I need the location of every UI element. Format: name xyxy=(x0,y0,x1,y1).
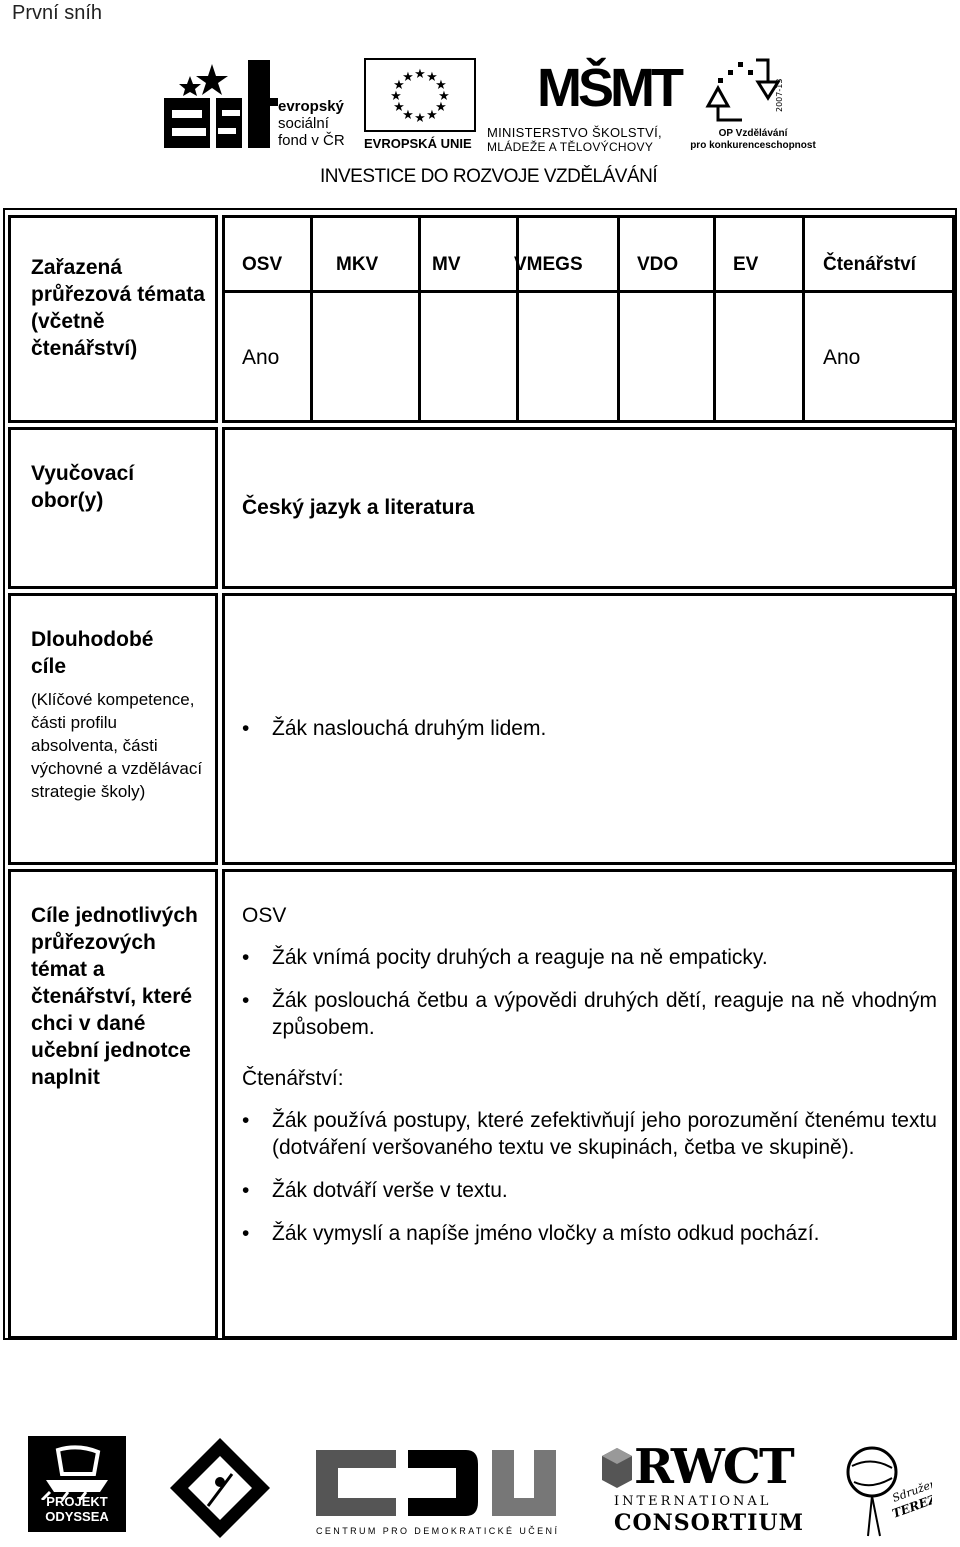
ctenarstvi-value: Ano xyxy=(823,346,861,369)
ctenarstvi-goal-item: • Žák vymyslí a napíše jméno vločky a místo odkud pochází. xyxy=(242,1220,937,1247)
theme-goals-cell xyxy=(222,869,955,1339)
svg-text:★: ★ xyxy=(438,89,450,104)
svg-text:★: ★ xyxy=(426,108,438,123)
op-line: OP Vzdělávání xyxy=(718,128,788,139)
msmt-line: MLÁDEŽE A TĚLOVÝCHOVY xyxy=(487,140,654,154)
long-term-goals-cell xyxy=(222,593,955,865)
svg-text:★: ★ xyxy=(414,111,426,126)
ctenarstvi-heading: Čtenářství: xyxy=(242,1067,344,1090)
esf-line: evropský xyxy=(278,98,344,115)
theme-mv: MV xyxy=(432,254,461,275)
tereza-figure-icon xyxy=(842,1432,932,1542)
msmt-line: MINISTERSTVO ŠKOLSTVÍ, xyxy=(487,125,662,140)
osv-goal-item: • Žák vnímá pocity druhých a reaguje na ně empaticky. xyxy=(242,944,937,971)
theme-vmegs: VMEGS xyxy=(514,254,583,275)
clovek-v-tisni-icon xyxy=(168,1436,272,1540)
esf-logo xyxy=(160,58,350,153)
osv-heading: OSV xyxy=(242,904,287,927)
projekt-odyssea-logo xyxy=(28,1436,126,1532)
subject-value: Český jazyk a literatura xyxy=(242,496,475,519)
op-line: pro konkurenceschopnost xyxy=(690,140,816,151)
investice-slogan: INVESTICE DO ROZVOJE VZDĚLÁVÁNÍ xyxy=(320,166,658,187)
ship-icon xyxy=(28,1440,126,1500)
partner-logos-header xyxy=(160,58,820,158)
lesson-table xyxy=(3,208,957,1340)
document-title: První sníh xyxy=(12,2,103,24)
op-vzdelavani-logo xyxy=(686,58,822,154)
msmt-mark: MŠMT xyxy=(537,58,680,118)
osv-value: Ano xyxy=(242,346,280,369)
svg-text:★: ★ xyxy=(426,70,438,85)
tereza-line: TEREZA xyxy=(890,1488,932,1521)
rwct-mark: RWCT xyxy=(634,1439,793,1495)
goal-item: • Žák naslouchá druhým lidem. xyxy=(242,715,932,742)
long-term-goals-label: Dlouhodobé cíle xyxy=(31,628,154,678)
rwct-logo xyxy=(600,1439,804,1538)
svg-text:2007-13: 2007-13 xyxy=(775,78,784,112)
osv-goal-item: • Žák poslouchá četbu a výpovědi druhých dětí, reaguje na ně vhodným způsobem. xyxy=(242,987,937,1041)
ctenarstvi-goal-item: • Žák používá postupy, které zefektivňují jeho porozumění čtenému textu (dotváření veršovaného textu ve skupinách, četba ve skupině). xyxy=(242,1107,937,1161)
odyssea-line: ODYSSEA xyxy=(45,1509,109,1524)
cross-themes-label: Zařazená průřezová témata (včetně čtenářství) xyxy=(31,256,205,360)
cube-icon xyxy=(600,1446,634,1492)
svg-text:★: ★ xyxy=(393,78,405,93)
esf-line: fond v ČR xyxy=(278,132,345,149)
cdu-caption: CENTRUM PRO DEMOKRATICKÉ UČENÍ xyxy=(316,1526,560,1536)
tereza-line: Sdružení xyxy=(890,1475,932,1505)
svg-text:★: ★ xyxy=(435,78,447,93)
cdu-logo xyxy=(316,1442,560,1542)
theme-goals-label: Cíle jednotlivých průřezových témat a čtenářství, které chci v dané učební jednotce naplnit xyxy=(31,904,198,1089)
esf-mark-icon xyxy=(160,58,280,150)
svg-text:★: ★ xyxy=(402,70,414,85)
row-label-cell xyxy=(8,593,218,865)
svg-text:★: ★ xyxy=(393,100,405,115)
theme-ev: EV xyxy=(733,254,759,275)
odyssea-line: PROJEKT xyxy=(46,1494,108,1509)
eu-flag-icon xyxy=(364,58,476,132)
rwct-line: INTERNATIONAL xyxy=(614,1494,772,1509)
sdruzeni-tereza-logo xyxy=(842,1432,932,1542)
clovek-v-tisni-logo xyxy=(168,1436,272,1540)
partner-logos-footer xyxy=(0,1428,960,1545)
msmt-logo xyxy=(487,58,687,154)
ctenarstvi-goal-item: • Žák dotváří verše v textu. xyxy=(242,1177,937,1204)
subject-cell xyxy=(222,427,955,589)
subject-label: Vyučovací obor(y) xyxy=(31,462,135,512)
row-label-cell xyxy=(8,427,218,589)
esf-line: sociální xyxy=(278,115,329,132)
cdu-mark-icon xyxy=(316,1442,556,1522)
theme-vdo: VDO xyxy=(637,254,679,275)
svg-text:★: ★ xyxy=(435,100,447,115)
svg-text:★: ★ xyxy=(402,108,414,123)
eu-logo xyxy=(364,58,482,154)
svg-text:★: ★ xyxy=(414,67,426,82)
themes-cell xyxy=(222,215,955,423)
row-label-cell xyxy=(8,869,218,1339)
long-term-goals-sublabel: (Klíčové kompetence, části profilu absolventa, části výchovné a vzdělávací strategie školy) xyxy=(31,690,203,801)
theme-ctenarstvi: Čtenářství xyxy=(823,254,916,275)
op-arrows-icon xyxy=(698,58,808,124)
row-label-cell xyxy=(8,215,218,423)
svg-text:★: ★ xyxy=(390,89,402,104)
theme-mkv: MKV xyxy=(336,254,379,275)
rwct-line: CONSORTIUM xyxy=(614,1510,804,1536)
theme-osv: OSV xyxy=(242,254,283,275)
eu-caption: EVROPSKÁ UNIE xyxy=(364,136,472,151)
